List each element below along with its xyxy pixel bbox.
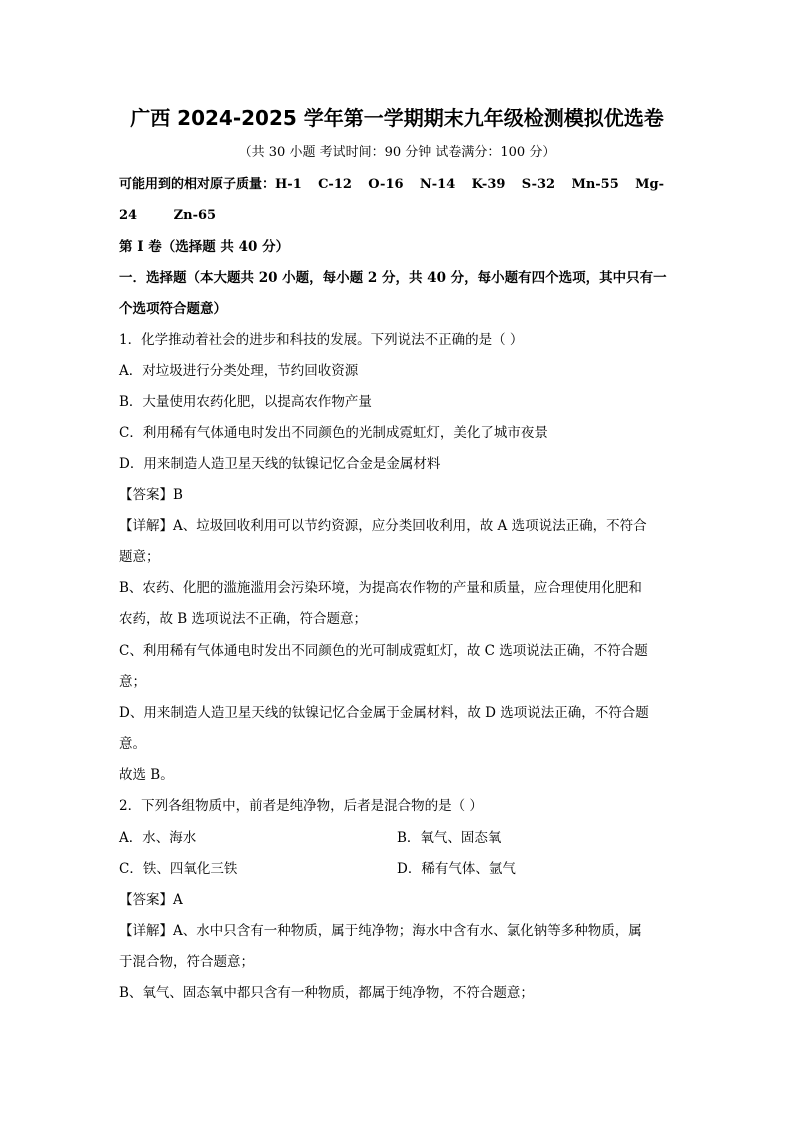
- question-2-explanation: 【详解】A、水中只含有一种物质，属于纯净物；海水中含有水、氯化钠等多种物质，属: [119, 923, 642, 939]
- question-2-stem: 2．下列各组物质中，前者是纯净物，后者是混合物的是（ ）: [119, 798, 483, 814]
- question-1-explanation: B、农药、化肥的滥施滥用会污染环境，为提高农作物的产量和质量，应合理使用化肥和: [119, 580, 642, 596]
- atomic-mass-item: S-32: [521, 177, 556, 192]
- question-2-option-a: A．水、海水: [119, 830, 197, 846]
- atomic-masses: [119, 175, 664, 223]
- part-heading: 一．选择题（本大题共 20 小题，每小题 2 分，共 40 分，每小题有四个选项，其中只有一: [119, 270, 667, 286]
- question-1-option-d: D．用来制造人造卫星天线的钛镍记忆合金是金属材料: [119, 456, 441, 472]
- atomic-mass-item: O-16: [368, 177, 404, 192]
- atomic-mass-item: 24: [119, 208, 138, 223]
- question-1-explanation: 【详解】A、垃圾回收利用可以节约资源，应分类回收利用，故 A 选项说法正确，不符合: [119, 518, 647, 534]
- question-2-option-d: D．稀有气体、氩气: [397, 861, 516, 877]
- atomic-mass-item: K-39: [471, 177, 506, 192]
- question-2-option-b: B．氧气、固态氧: [397, 830, 502, 846]
- question-1-stem: 1．化学推动着社会的进步和科技的发展。下列说法不正确的是（ ）: [119, 332, 524, 348]
- section-heading: 第 I 卷（选择题 共 40 分）: [119, 239, 290, 255]
- question-1-explanation: 题意；: [119, 549, 160, 565]
- question-1-option-b: B．大量使用农药化肥，以提高农作物产量: [119, 394, 372, 410]
- question-2-option-c: C．铁、四氧化三铁: [119, 861, 238, 877]
- atomic-mass-item: N-14: [419, 177, 456, 192]
- question-1-explanation: 农药，故 B 选项说法不正确，符合题意；: [119, 611, 368, 627]
- question-2-explanation: B、氧气、固态氧中都只含有一种物质，都属于纯净物，不符合题意；: [119, 985, 534, 1001]
- question-1-explanation: C、利用稀有气体通电时发出不同颜色的光可制成霓虹灯，故 C 选项说法正确，不符合题: [119, 643, 648, 659]
- question-1-option-a: A．对垃圾进行分类处理，节约回收资源: [119, 363, 359, 379]
- exam-info: （共 30 小题 考试时间：90 分钟 试卷满分：100 分）: [238, 145, 556, 160]
- question-1-explanation: 意；: [119, 674, 146, 690]
- question-2-explanation: 于混合物，符合题意；: [119, 954, 254, 970]
- atomic-mass-item: Mg-: [635, 177, 664, 192]
- atomic-mass-item: C-12: [318, 177, 352, 192]
- part-heading-cont: 个选项符合题意）: [119, 301, 227, 317]
- question-1-answer: 【答案】B: [119, 487, 183, 503]
- atomic-mass-item: Mn-55: [571, 177, 619, 192]
- question-1-option-c: C．利用稀有气体通电时发出不同颜色的光制成霓虹灯，美化了城市夜景: [119, 425, 548, 441]
- question-1-conclusion: 故选 B。: [119, 767, 174, 783]
- question-2-answer: 【答案】A: [119, 892, 183, 908]
- page-title: 广西 2024-2025 学年第一学期期末九年级检测模拟优选卷: [130, 106, 664, 130]
- atomic-masses-label: 可能用到的相对原子质量：H-1: [119, 177, 302, 192]
- atomic-mass-item: Zn-65: [173, 208, 217, 223]
- question-1-explanation: 意。: [119, 736, 146, 752]
- question-1-explanation: D、用来制造人造卫星天线的钛镍记忆合金属于金属材料，故 D 选项说法正确，不符合题: [119, 705, 649, 721]
